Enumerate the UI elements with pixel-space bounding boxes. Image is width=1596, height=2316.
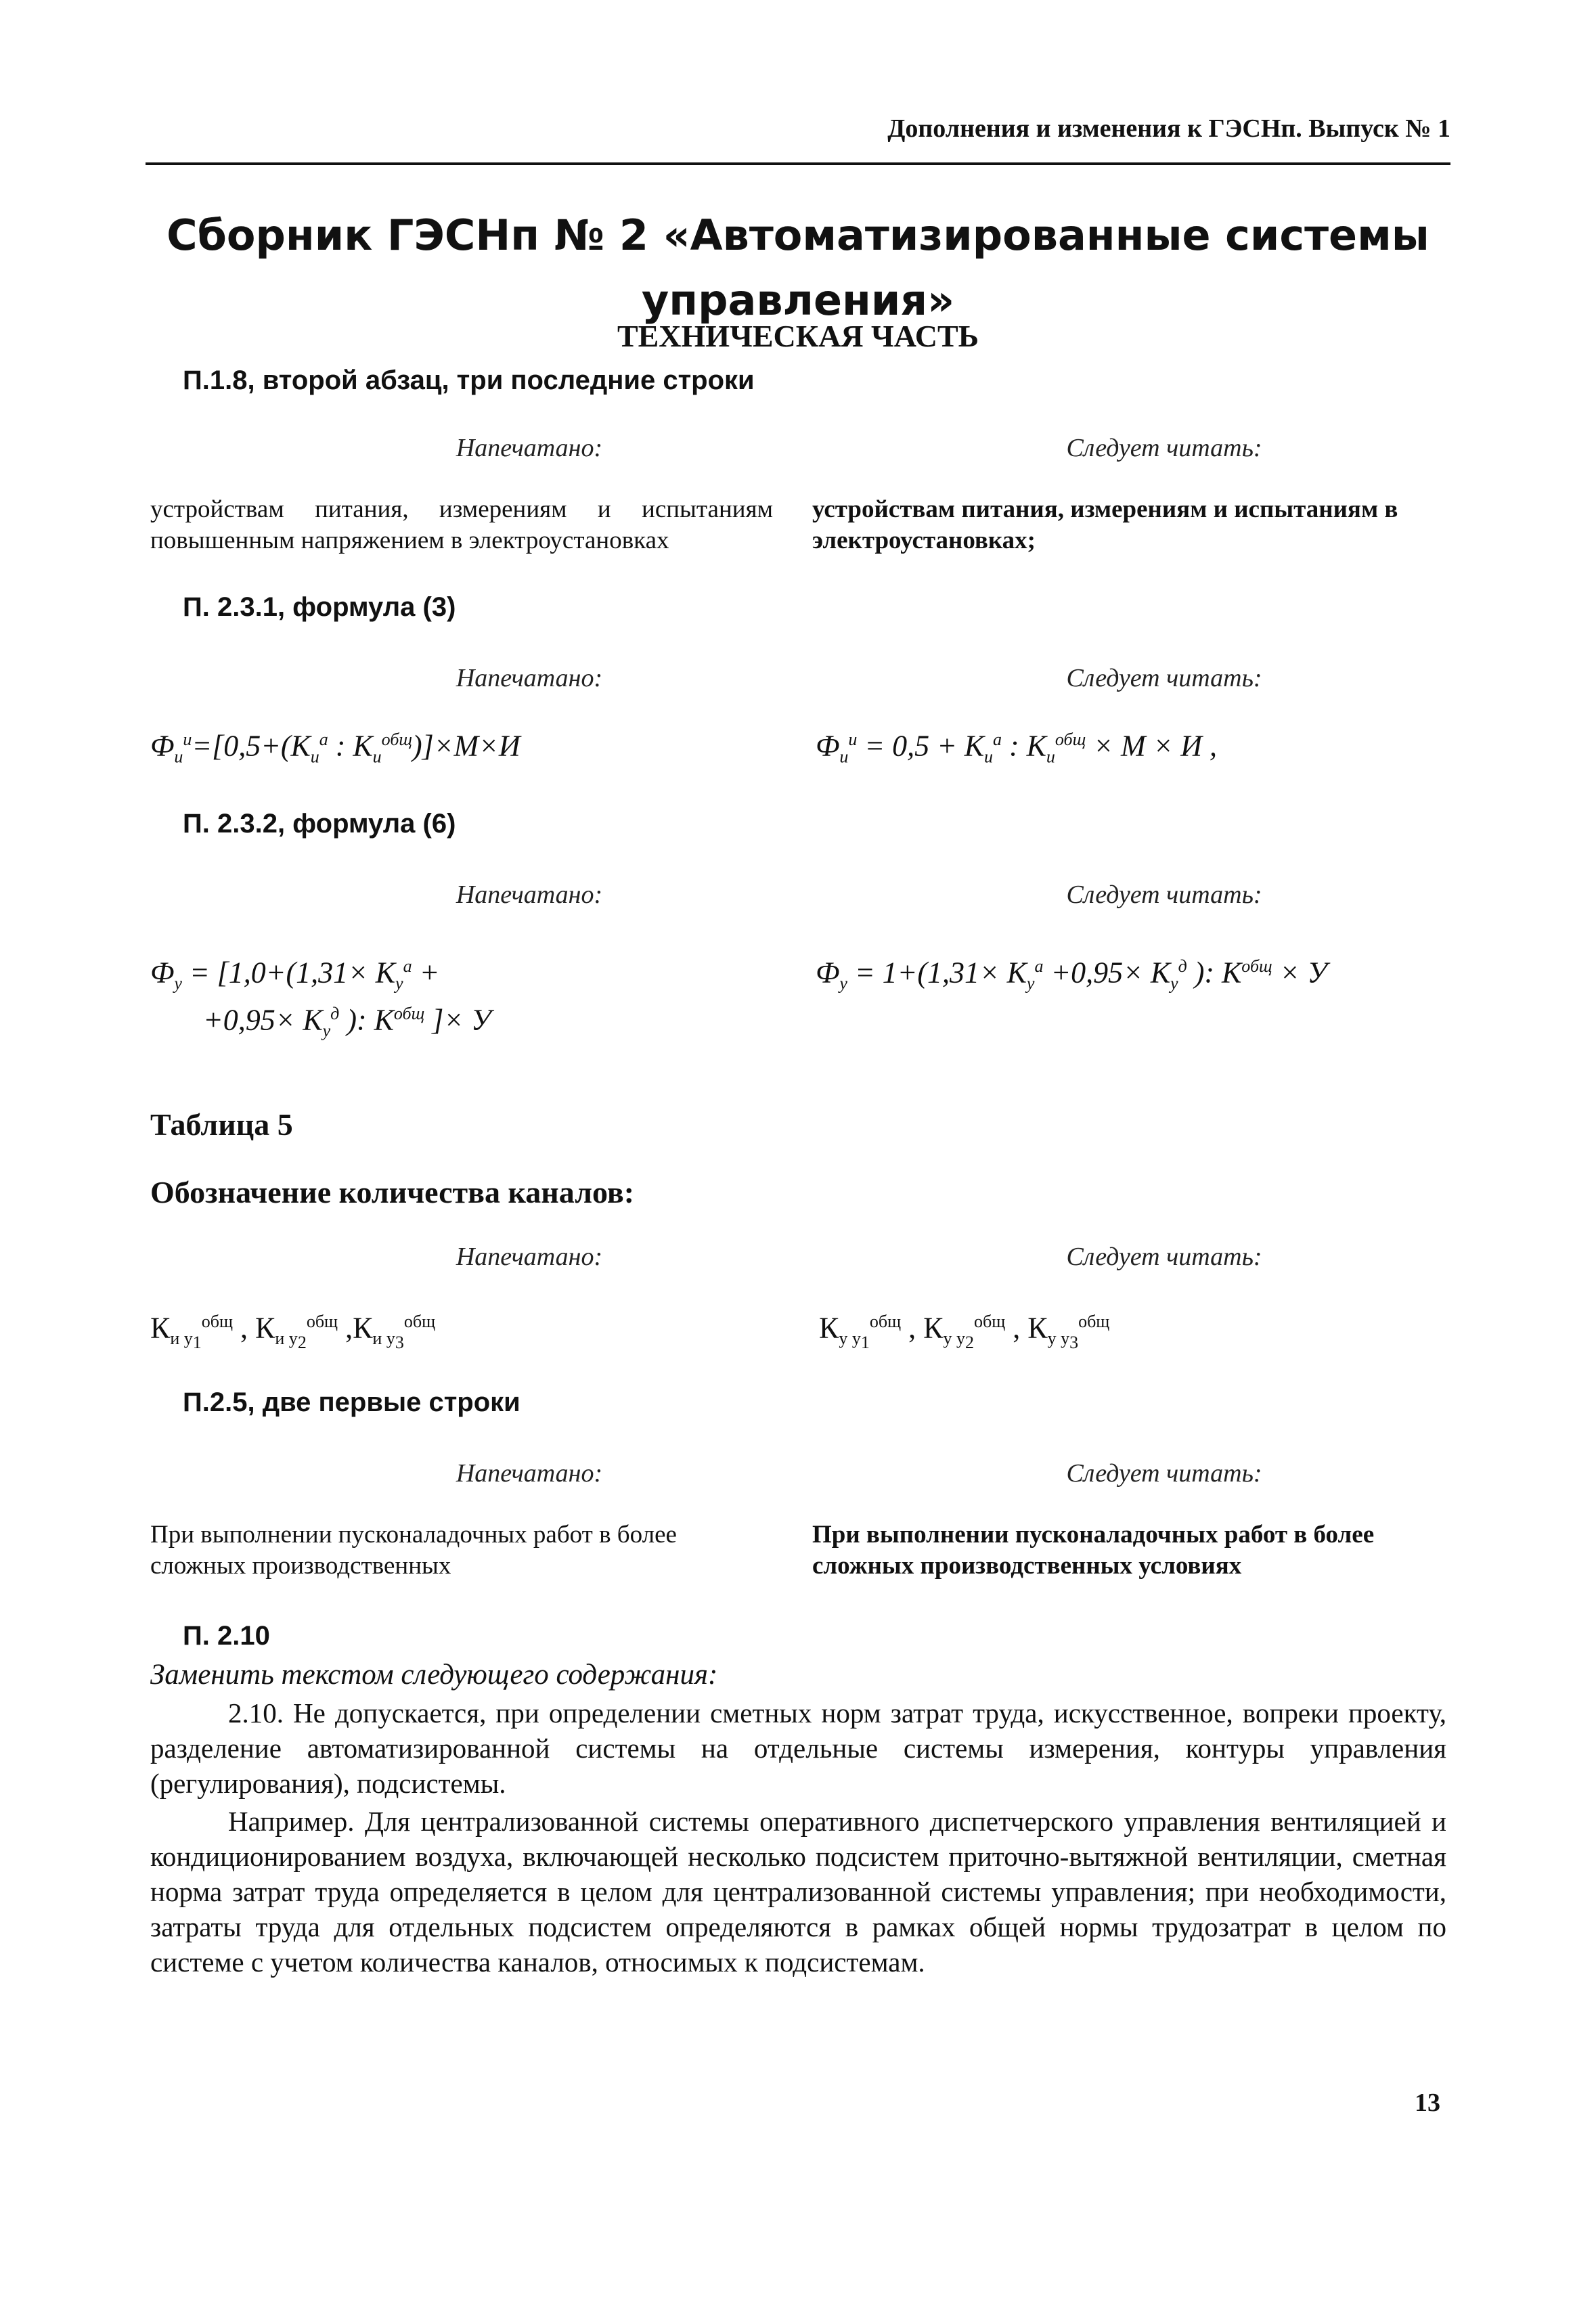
printed-text-1-8: устройствам питания, измерениям и испытаниям повышенным напряжением в электроустановках <box>150 495 773 554</box>
paragraph-2-10: 2.10. Не допускается, при определении сметных норм затрат труда, искусственное, вопреки проекту, разделение автоматизированной системы на отдельные системы измерения, контуры управления (регулирования), подсистемы. <box>150 1697 1446 1799</box>
page-number: 13 <box>1415 2089 1440 2117</box>
document-title <box>0 203 1596 333</box>
section-heading-2-3-2: П. 2.3.2, формула (6) <box>183 809 456 839</box>
printed-label: Напечатано: <box>456 881 603 909</box>
should-read-text-2-5: При выполнении пусконаладочных работ в более сложных производственных условиях <box>812 1521 1375 1580</box>
section-heading-2-3-1: П. 2.3.1, формула (3) <box>183 592 456 622</box>
formula-3-printed: $Ф_и^и=[0,5+(К_и^а$ : $К_и^{общ})]\times М\times И$ <box>150 729 520 767</box>
table-5-heading: Таблица 5 <box>150 1107 293 1142</box>
formula-6-printed-line-2: $+0,95\times К_у^д$ ): $К^{общ}$ ]× У <box>203 1003 491 1041</box>
formula-6-should-read: $Ф_у = 1+(1,31\times К_у^а +0,95\times К_у^д$ ): $К^{общ} \times У$ <box>816 956 1327 994</box>
title-line-1: Сборник ГЭСНп № 2 «Автоматизированные системы <box>167 210 1429 260</box>
table-5-subheading: Обозначение количества каналов: <box>150 1175 635 1209</box>
channels-printed: $К_{и у_1}^{общ}$ , $К_{и у_2}^{общ}$ $,К_{и у_3}^{общ}$ <box>150 1311 436 1353</box>
printed-text-2-5: При выполнении пусконаладочных работ в более сложных производственных <box>150 1521 677 1580</box>
formula-3-should-read: $Ф_и^и = 0,5 + К_и^а$ : $К_и^{общ} \times М \times И$ , <box>816 729 1218 767</box>
running-header <box>146 108 1450 165</box>
document-subtitle: ТЕХНИЧЕСКАЯ ЧАСТЬ <box>617 319 979 353</box>
paragraph-example: Например. Для централизованной системы оперативного диспетчерского управления вентиляцией и кондиционированием воздуха, включающей несколько подсистем приточно-вытяжной вентиляции, сметная норма затрат труда определяется в целом для централизованной системы управления; при необходимости, затраты труда для отдельных подсистем определяются в рамках общей нормы трудозатрат в целом по системе с учетом количества каналов, относимых к подсистемам. <box>150 1806 1446 1978</box>
channels-should-read: $К_{у у_1}^{общ}$ , $К_{у у_2}^{общ}$ , $К_{у у_3}^{общ}$ <box>819 1311 1110 1353</box>
title-line-2: управления» <box>641 275 955 325</box>
printed-label: Напечатано: <box>456 1459 603 1488</box>
should-read-label: Следует читать: <box>1066 1243 1262 1271</box>
section-heading-2-10: П. 2.10 <box>183 1621 270 1651</box>
should-read-label: Следует читать: <box>1066 434 1262 462</box>
replace-instruction: Заменить текстом следующего содержания: <box>150 1659 718 1691</box>
running-header-text: Дополнения и изменения к ГЭСНп. Выпуск № 1 <box>887 114 1450 143</box>
formula-6-printed-line-1: $Ф_у = [1,0+(1,31\times К_у^а$ + <box>150 956 440 994</box>
should-read-label: Следует читать: <box>1066 1459 1262 1488</box>
should-read-label: Следует читать: <box>1066 664 1262 692</box>
printed-label: Напечатано: <box>456 1243 603 1271</box>
printed-label: Напечатано: <box>456 434 603 462</box>
section-heading-1-8: П.1.8, второй абзац, три последние строки <box>183 365 755 395</box>
should-read-label: Следует читать: <box>1066 881 1262 909</box>
printed-label: Напечатано: <box>456 664 603 692</box>
section-heading-2-5: П.2.5, две первые строки <box>183 1387 520 1417</box>
should-read-text-1-8: устройствам питания, измерениям и испытаниям в электроустановках; <box>812 495 1398 554</box>
